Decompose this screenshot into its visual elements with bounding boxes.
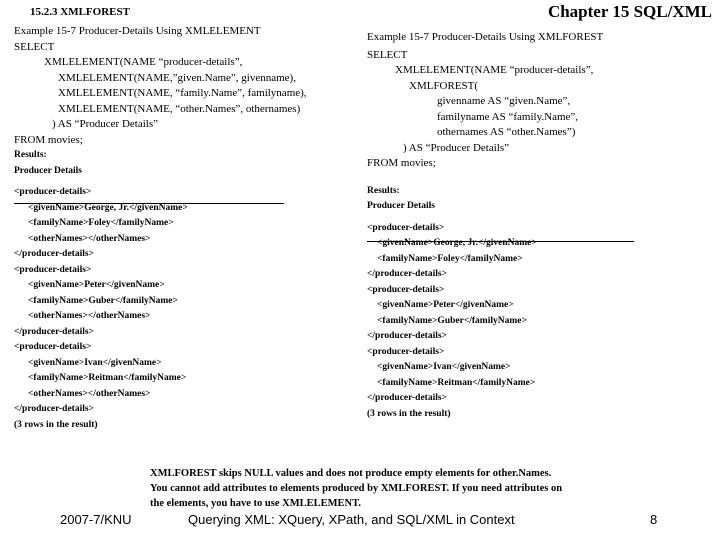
note-block (150, 466, 562, 511)
left-result-line: <familyName>Foley</familyName> (28, 218, 174, 228)
left-result-line: <givenName>Peter</givenName> (28, 280, 165, 290)
right-results-divider (367, 241, 634, 242)
left-result-line: <otherNames></otherNames> (28, 311, 151, 321)
left-column-header: Producer Details (14, 165, 82, 176)
left-query-line: ) AS “Producer Details” (52, 118, 158, 130)
right-column-header: Producer Details (367, 201, 435, 211)
left-example (14, 24, 307, 433)
left-result-line: <producer-details> (14, 342, 92, 352)
right-result-line: <producer-details> (367, 346, 445, 357)
right-result-line: (3 rows in the result) (367, 408, 451, 419)
right-example (367, 30, 603, 422)
right-result-line: </producer-details> (367, 331, 447, 341)
right-result-line: <producer-details> (367, 222, 445, 233)
right-result-line: <givenName>Ivan</givenName> (377, 362, 511, 372)
left-result-line: <givenName>Ivan</givenName> (28, 357, 162, 368)
left-results-label: Results: (14, 150, 47, 160)
left-result-line: <familyName>Reitman</familyName> (28, 373, 187, 383)
left-query-line: XMLELEMENT(NAME, “other.Names”, othernames) (58, 102, 301, 115)
left-query-line: SELECT (14, 40, 55, 53)
left-result-line: <producer-details> (14, 187, 92, 197)
right-result-line: <givenName>George, Jr.</givenName> (377, 238, 537, 248)
left-results-divider (14, 203, 284, 204)
right-query-line: FROM movies; (367, 157, 436, 169)
section-title: 15.2.3 XMLFOREST (30, 6, 130, 18)
footer-date: 2007-7/KNU (60, 512, 132, 527)
left-query-line: XMLELEMENT(NAME “producer-details”, (44, 56, 243, 68)
note-line: You cannot add attributes to elements produced by XMLFOREST. If you need attributes on (150, 483, 563, 494)
left-result-line: <otherNames></otherNames> (28, 388, 151, 399)
left-result-line: </producer-details> (14, 326, 94, 337)
left-result-line: <familyName>Guber</familyName> (28, 295, 178, 306)
left-result-line: <givenName>George, Jr.</givenName> (28, 202, 188, 213)
note-line: XMLFOREST skips NULL values and does not produce empty elements for other.Names. (150, 468, 552, 479)
left-result-line: </producer-details> (14, 249, 94, 259)
right-result-line: <producer-details> (367, 284, 445, 295)
footer-title: Querying XML: XQuery, XPath, and SQL/XML in Context (188, 512, 515, 527)
right-results-label: Results: (367, 185, 400, 196)
left-result-line: <otherNames></otherNames> (28, 233, 151, 244)
right-query-line: SELECT (367, 48, 408, 61)
right-query-line: givenname AS “given.Name”, (437, 95, 571, 107)
page-number: 8 (650, 512, 658, 527)
chapter-title: Chapter 15 SQL/XML (547, 2, 712, 21)
note-line: the elements, you have to use XMLELEMENT. (150, 498, 361, 509)
right-example-title: Example 15-7 Producer-Details Using XMLFOREST (367, 31, 604, 43)
right-query-line: familyname AS “family.Name”, (437, 110, 579, 123)
right-result-line: </producer-details> (367, 393, 447, 403)
left-query-line: XMLELEMENT(NAME,”given.Name”, givenname), (58, 71, 296, 84)
right-query-line: XMLFOREST( (409, 79, 479, 92)
left-query-line: XMLELEMENT(NAME, “family.Name”, familyname), (58, 87, 307, 99)
left-example-title: Example 15-7 Producer-Details Using XMLELEMENT (14, 25, 261, 37)
right-query-line: XMLELEMENT(NAME “producer-details”, (395, 64, 594, 76)
left-result-line: </producer-details> (14, 404, 94, 414)
right-query-line: othernames AS “other.Names”) (437, 126, 576, 138)
right-result-line: </producer-details> (367, 269, 447, 279)
right-result-line: <familyName>Foley</familyName> (377, 253, 523, 264)
right-result-line: <givenName>Peter</givenName> (377, 300, 514, 310)
left-result-line: (3 rows in the result) (14, 419, 98, 430)
left-result-line: <producer-details> (14, 264, 92, 275)
right-result-line: <familyName>Reitman</familyName> (377, 377, 536, 388)
right-query-line: ) AS “Producer Details” (403, 141, 509, 154)
right-result-line: <familyName>Guber</familyName> (377, 315, 527, 326)
left-query-line: FROM movies; (14, 133, 83, 146)
